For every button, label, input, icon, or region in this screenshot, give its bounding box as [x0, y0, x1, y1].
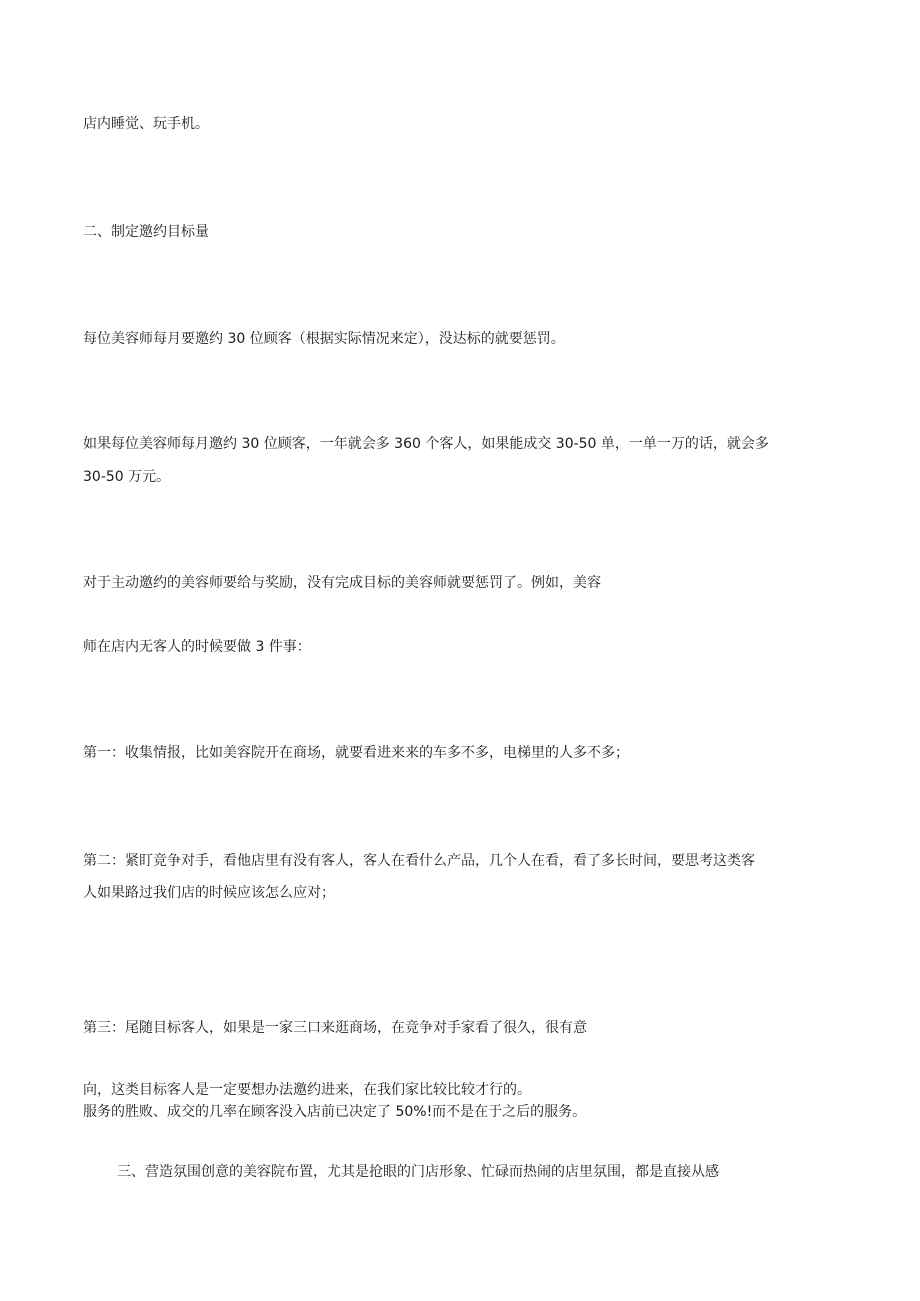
- text-line-1: 店内睡觉、玩手机。: [83, 116, 209, 132]
- text-line-12: 向，这类目标客人是一定要想办法邀约进来，在我们家比较比较才行的。: [83, 1082, 531, 1098]
- section-heading-2: 二、制定邀约目标量: [83, 224, 209, 240]
- text-line-3: 每位美容师每月要邀约 30 位顾客（根据实际情况来定），没达标的就要惩罚。: [83, 331, 565, 347]
- text-line-7: 师在店内无客人的时候要做 3 件事：: [83, 639, 311, 655]
- text-line-13: 服务的胜败、成交的几率在顾客没入店前已决定了 50%!而不是在于之后的服务。: [83, 1104, 587, 1120]
- text-line-5: 30-50 万元。: [83, 469, 171, 485]
- text-line-11: 第三：尾随目标客人，如果是一家三口来逛商场，在竞争对手家看了很久，很有意: [83, 1020, 587, 1036]
- text-line-8: 第一：收集情报，比如美容院开在商场，就要看进来来的车多不多，电梯里的人多不多；: [83, 745, 629, 761]
- text-line-9: 第二：紧盯竞争对手，看他店里有没有客人，客人在看什么产品，几个人在看，看了多长时间，要思考这类客: [83, 853, 755, 869]
- text-line-4: 如果每位美容师每月邀约 30 位顾客，一年就会多 360 个客人，如果能成交 30-50 单，一单一万的话，就会多: [83, 436, 769, 452]
- section-heading-3: 三、营造氛围创意的美容院布置，尤其是抢眼的门店形象、忙碌而热闹的店里氛围，都是直接从感: [117, 1164, 719, 1180]
- text-line-10: 人如果路过我们店的时候应该怎么应对；: [83, 885, 335, 901]
- text-line-6: 对于主动邀约的美容师要给与奖励，没有完成目标的美容师就要惩罚了。例如，美容: [83, 575, 601, 591]
